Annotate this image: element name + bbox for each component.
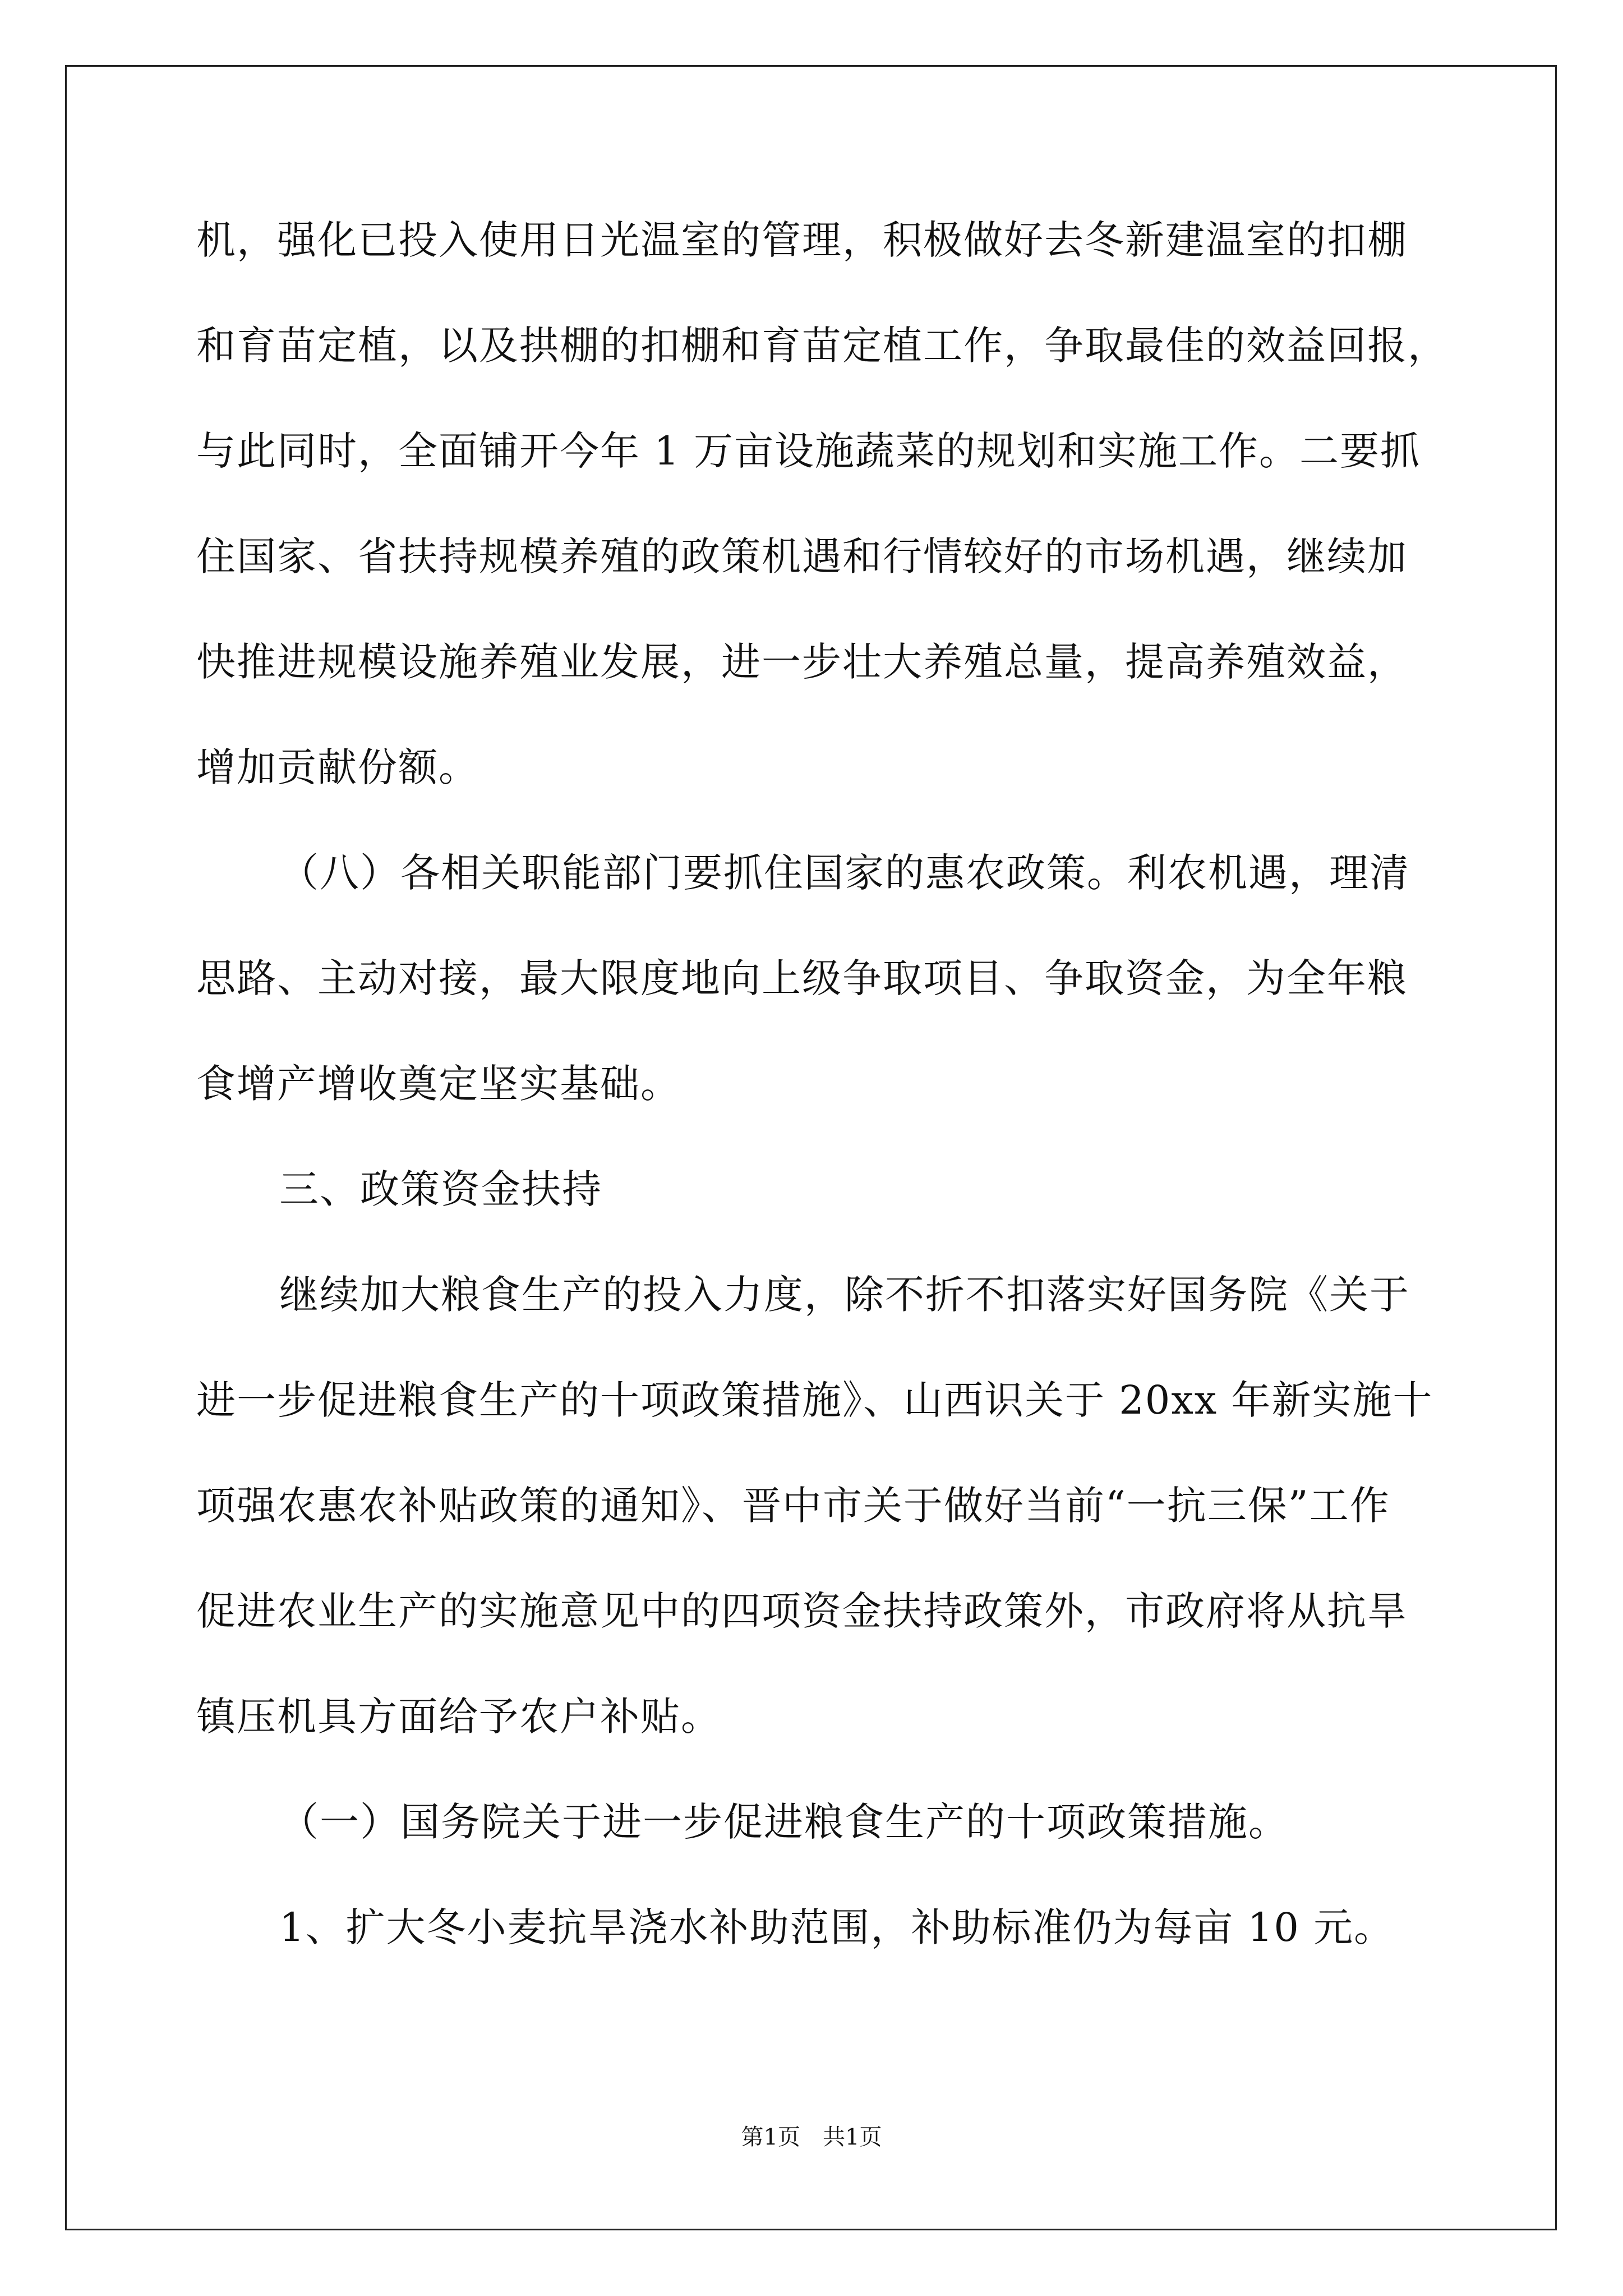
page-footer: 第1页 共1页 <box>741 2124 882 2150</box>
subsection-heading: （一）国务院关于进一步促进粮食生产的十项政策措施。 <box>279 1799 1289 1845</box>
text-line: 与此同时，全面铺开今年 1 万亩设施蔬菜的规划和实施工作。二要抓 <box>196 428 1421 474</box>
text-line: 思路、主动对接，最大限度地向上级争取项目、争取资金，为全年粮 <box>196 955 1408 1001</box>
list-item: 1、扩大冬小麦抗旱浇水补助范围，补助标准仍为每亩 10 元。 <box>279 1904 1395 1950</box>
text-line: 快推进规模设施养殖业发展，进一步壮大养殖总量，提高养殖效益， <box>196 639 1408 685</box>
text-line: 食增产增收奠定坚实基础。 <box>196 1061 681 1107</box>
paragraph-first-line: 继续加大粮食生产的投入力度，除不折不扣落实好国务院《关于 <box>279 1272 1410 1318</box>
text-line: 住国家、省扶持规模养殖的政策机遇和行情较好的市场机遇，继续加 <box>196 533 1408 579</box>
text-line: 促进农业生产的实施意见中的四项资金扶持政策外，市政府将从抗旱 <box>196 1588 1408 1634</box>
text-line: 机，强化已投入使用日光温室的管理，积极做好去冬新建温室的扣棚 <box>196 217 1408 263</box>
text-line: 增加贡献份额。 <box>196 744 479 790</box>
text-line: 镇压机具方面给予农户补贴。 <box>196 1694 721 1740</box>
text-line: 和育苗定植，以及拱棚的扣棚和育苗定植工作，争取最佳的效益回报， <box>196 323 1448 369</box>
paragraph-heading-line: （八）各相关职能部门要抓住国家的惠农政策。利农机遇，理清 <box>279 850 1410 896</box>
text-line: 项强农惠农补贴政策的通知》、晋中市关于做好当前“一抗三保”工作 <box>196 1483 1390 1529</box>
text-line: 进一步促进粮食生产的十项政策措施》、山西识关于 20xx 年新实施十 <box>196 1377 1433 1423</box>
section-heading: 三、政策资金扶持 <box>279 1166 602 1212</box>
